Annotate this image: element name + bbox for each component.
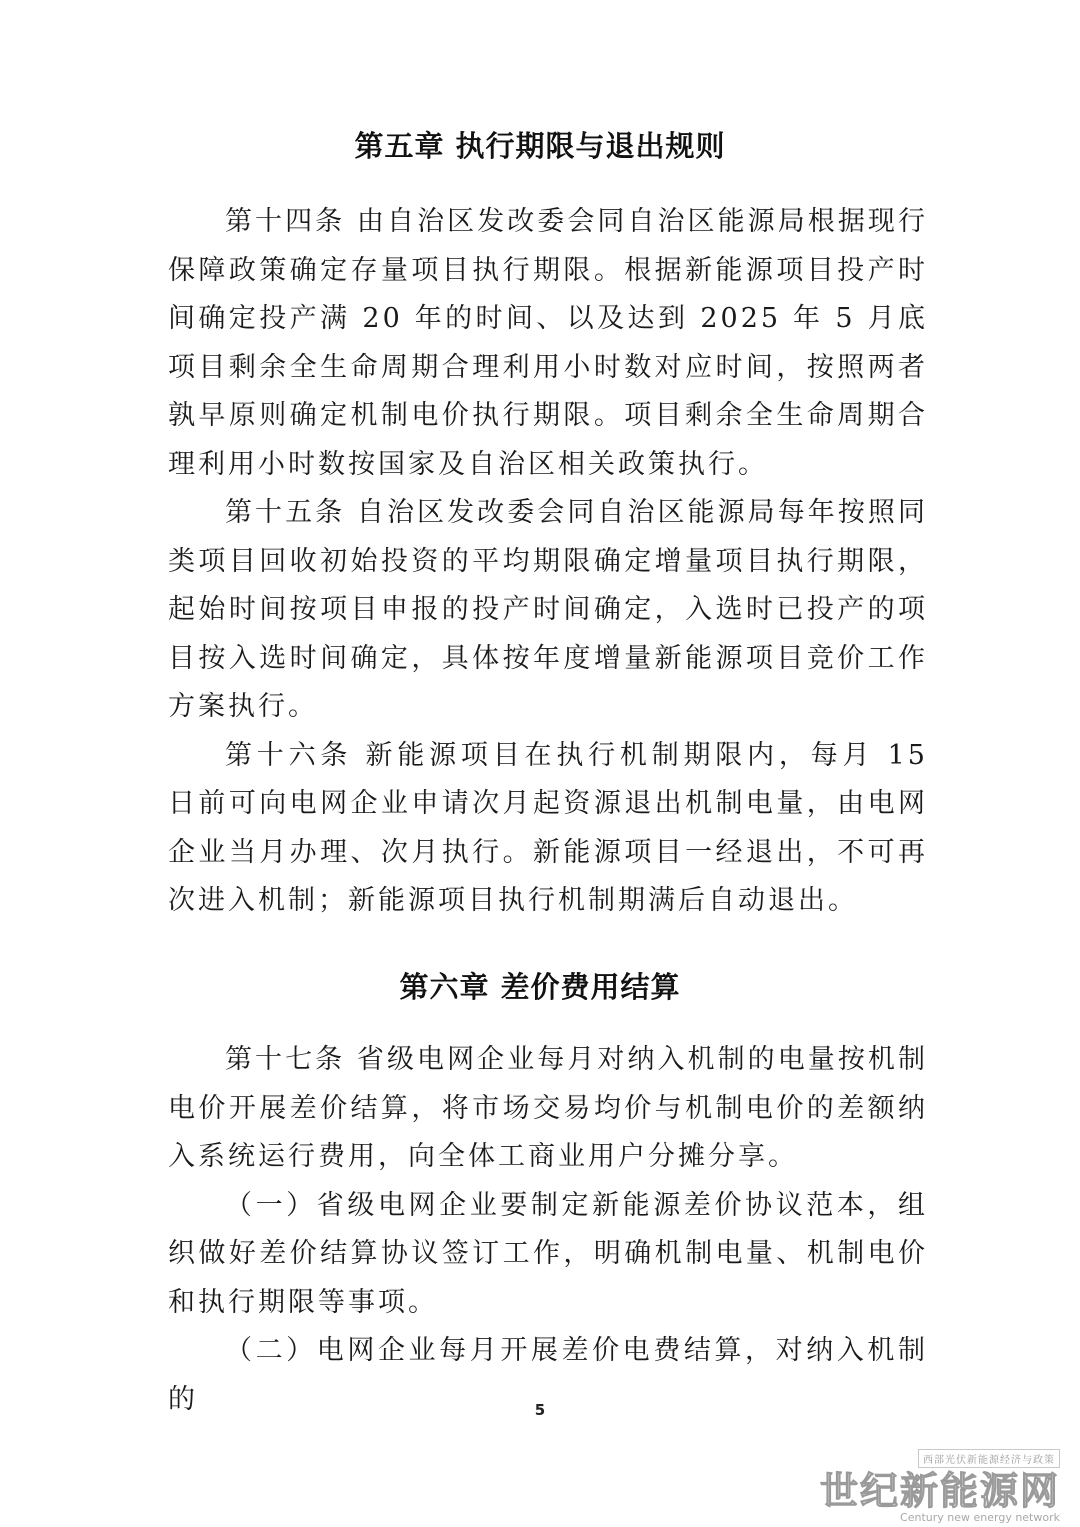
article-17-paragraph: 第十七条 省级电网企业每月对纳入机制的电量按机制电价开展差价结算，将市场交易均价与机制电价的差额纳入系统运行费用，向全体工商业用户分摊分享。 [168,1044,928,1172]
watermark-logo [820,1448,1060,1524]
article-14-paragraph: 第十四条 由自治区发改委会同自治区能源局根据现行保障政策确定存量项目执行期限。根据新能源项目投产时间确定投产满 20 年的时间、以及达到 2025 年 5 月底项目剩余全生命周期合理利用小时数对应时间，按照两者孰早原则确定机制电价执行期限。项目剩余全生命周期合理利用小时数按国家及自治区相关政策执行。 [168,206,928,480]
chapter-5-heading: 第五章 执行期限与退出规则 [354,129,726,163]
chapter-6-body [168,1036,928,1424]
clause-2-paragraph: （二）电网企业每月开展差价电费结算，对纳入机制的 [168,1335,928,1415]
article-16-paragraph: 第十六条 新能源项目在执行机制期限内，每月 15 日前可向电网企业申请次月起资源退出机制电量，由电网企业当月办理、次月执行。新能源项目一经退出，不可再次进入机制；新能源项目执行机制期满后自动退出。 [168,739,928,916]
chapter-5-body [168,198,928,926]
chapter-6-heading: 第六章 差价费用结算 [399,970,681,1004]
watermark-subtitle: Century new energy network [900,1511,1060,1524]
watermark-title: 世纪新能源网 [820,1468,1061,1513]
article-15-paragraph: 第十五条 自治区发改委会同自治区能源局每年按照同类项目回收初始投资的平均期限确定增量项目执行期限，起始时间按项目申报的投产时间确定，入选时已投产的项目按入选时间确定，具体按年度增量新能源项目竞价工作方案执行。 [168,497,928,722]
page-number: 5 [534,1401,546,1419]
watermark-slogan: 西部光伏新能源经济与政策 [918,1449,1060,1468]
clause-1-paragraph: （一）省级电网企业要制定新能源差价协议范本，组织做好差价结算协议签订工作，明确机制电量、机制电价和执行期限等事项。 [168,1189,928,1318]
